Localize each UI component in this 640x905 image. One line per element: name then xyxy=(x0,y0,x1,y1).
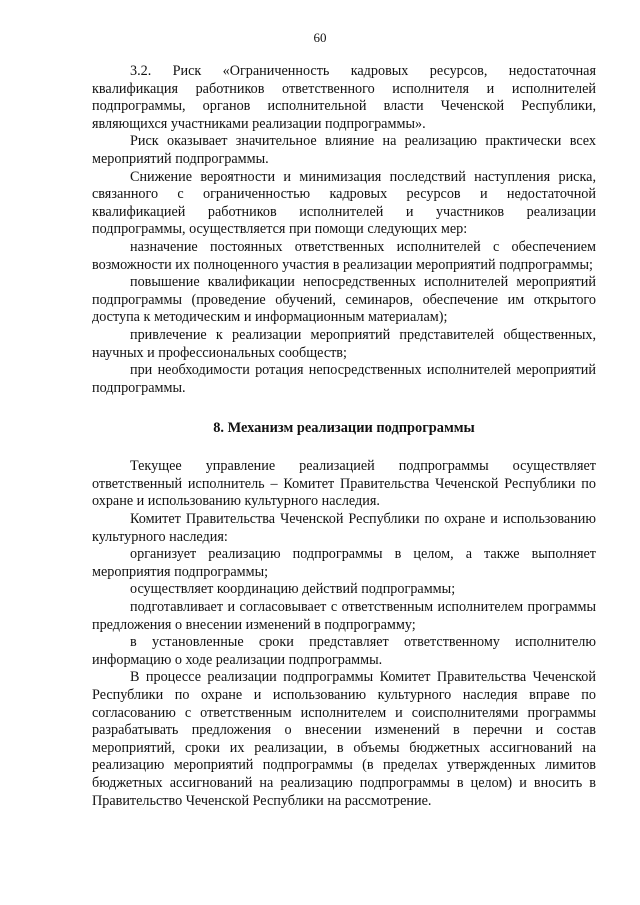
page-number: 60 xyxy=(313,30,327,45)
section-heading: 8. Механизм реализации подпрограммы xyxy=(213,420,475,437)
duty-item: в установленные сроки представляет ответственному исполнителю информацию о ходе реализации подпрограммы. xyxy=(92,634,596,668)
measure-item: назначение постоянных ответственных исполнителей с обеспечением возможности их полноценного участия в реализации мероприятий подпрограммы; xyxy=(92,238,596,273)
risk-section xyxy=(92,63,596,397)
duty-item: организует реализацию подпрограммы в целом, а также выполняет мероприятия подпрограммы; xyxy=(92,546,596,580)
risk-title-paragraph: 3.2. Риск «Ограниченность кадровых ресурсов, недостаточная квалификация работников ответственного исполнителя и исполнителей подпрограммы, органов исполнительной власти Чеченской Республики, являющихся участниками реализации подпрограммы». xyxy=(92,63,596,132)
document-body xyxy=(92,63,596,810)
measure-item: при необходимости ротация непосредственных исполнителей мероприятий подпрограммы. xyxy=(92,362,596,396)
risk-impact-paragraph: Риск оказывает значительное влияние на реализацию практически всех мероприятий подпрограммы. xyxy=(92,133,596,167)
mechanism-paragraph: Текущее управление реализацией подпрограммы осуществляет ответственный исполнитель – Комитет Правительства Чеченской Республики по охране и использованию культурного наследия. xyxy=(92,458,596,510)
measure-item: повышение квалификации непосредственных исполнителей мероприятий подпрограммы (проведение обучений, семинаров, обеспечение им открытого доступа к методическим и информационным материалам); xyxy=(92,274,596,326)
risk-mitigation-paragraph: Снижение вероятности и минимизация последствий наступления риска, связанного с ограниченностью кадровых ресурсов и недостаточной квалификацией работников исполнителей и участников реализации подпрограммы, осуществляется при помощи следующих мер: xyxy=(92,168,596,238)
mechanism-section xyxy=(92,458,596,810)
mechanism-paragraph: В процессе реализации подпрограммы Комитет Правительства Чеченской Республики по охране и использованию культурного наследия вправе по согласованию с ответственным исполнителем и соисполнителями программы разрабатывать предложения о внесении изменений в перечни и состав мероприятий, сроки их реализации, в объемы бюджетных ассигнований на реализацию мероприятий подпрограммы (в пределах утвержденных лимитов бюджетных ассигнований на реализацию подпрограммы в целом) и вносить в Правительство Чеченской Республики на рассмотрение. xyxy=(92,669,596,809)
measure-item: привлечение к реализации мероприятий представителей общественных, научных и профессиональных сообществ; xyxy=(92,326,596,361)
mechanism-paragraph: Комитет Правительства Чеченской Республики по охране и использованию культурного наследия: xyxy=(92,511,596,545)
duty-item: подготавливает и согласовывает с ответственным исполнителем программы предложения о внесении изменений в подпрограмму; xyxy=(92,599,596,633)
duty-item: осуществляет координацию действий подпрограммы; xyxy=(130,581,456,598)
